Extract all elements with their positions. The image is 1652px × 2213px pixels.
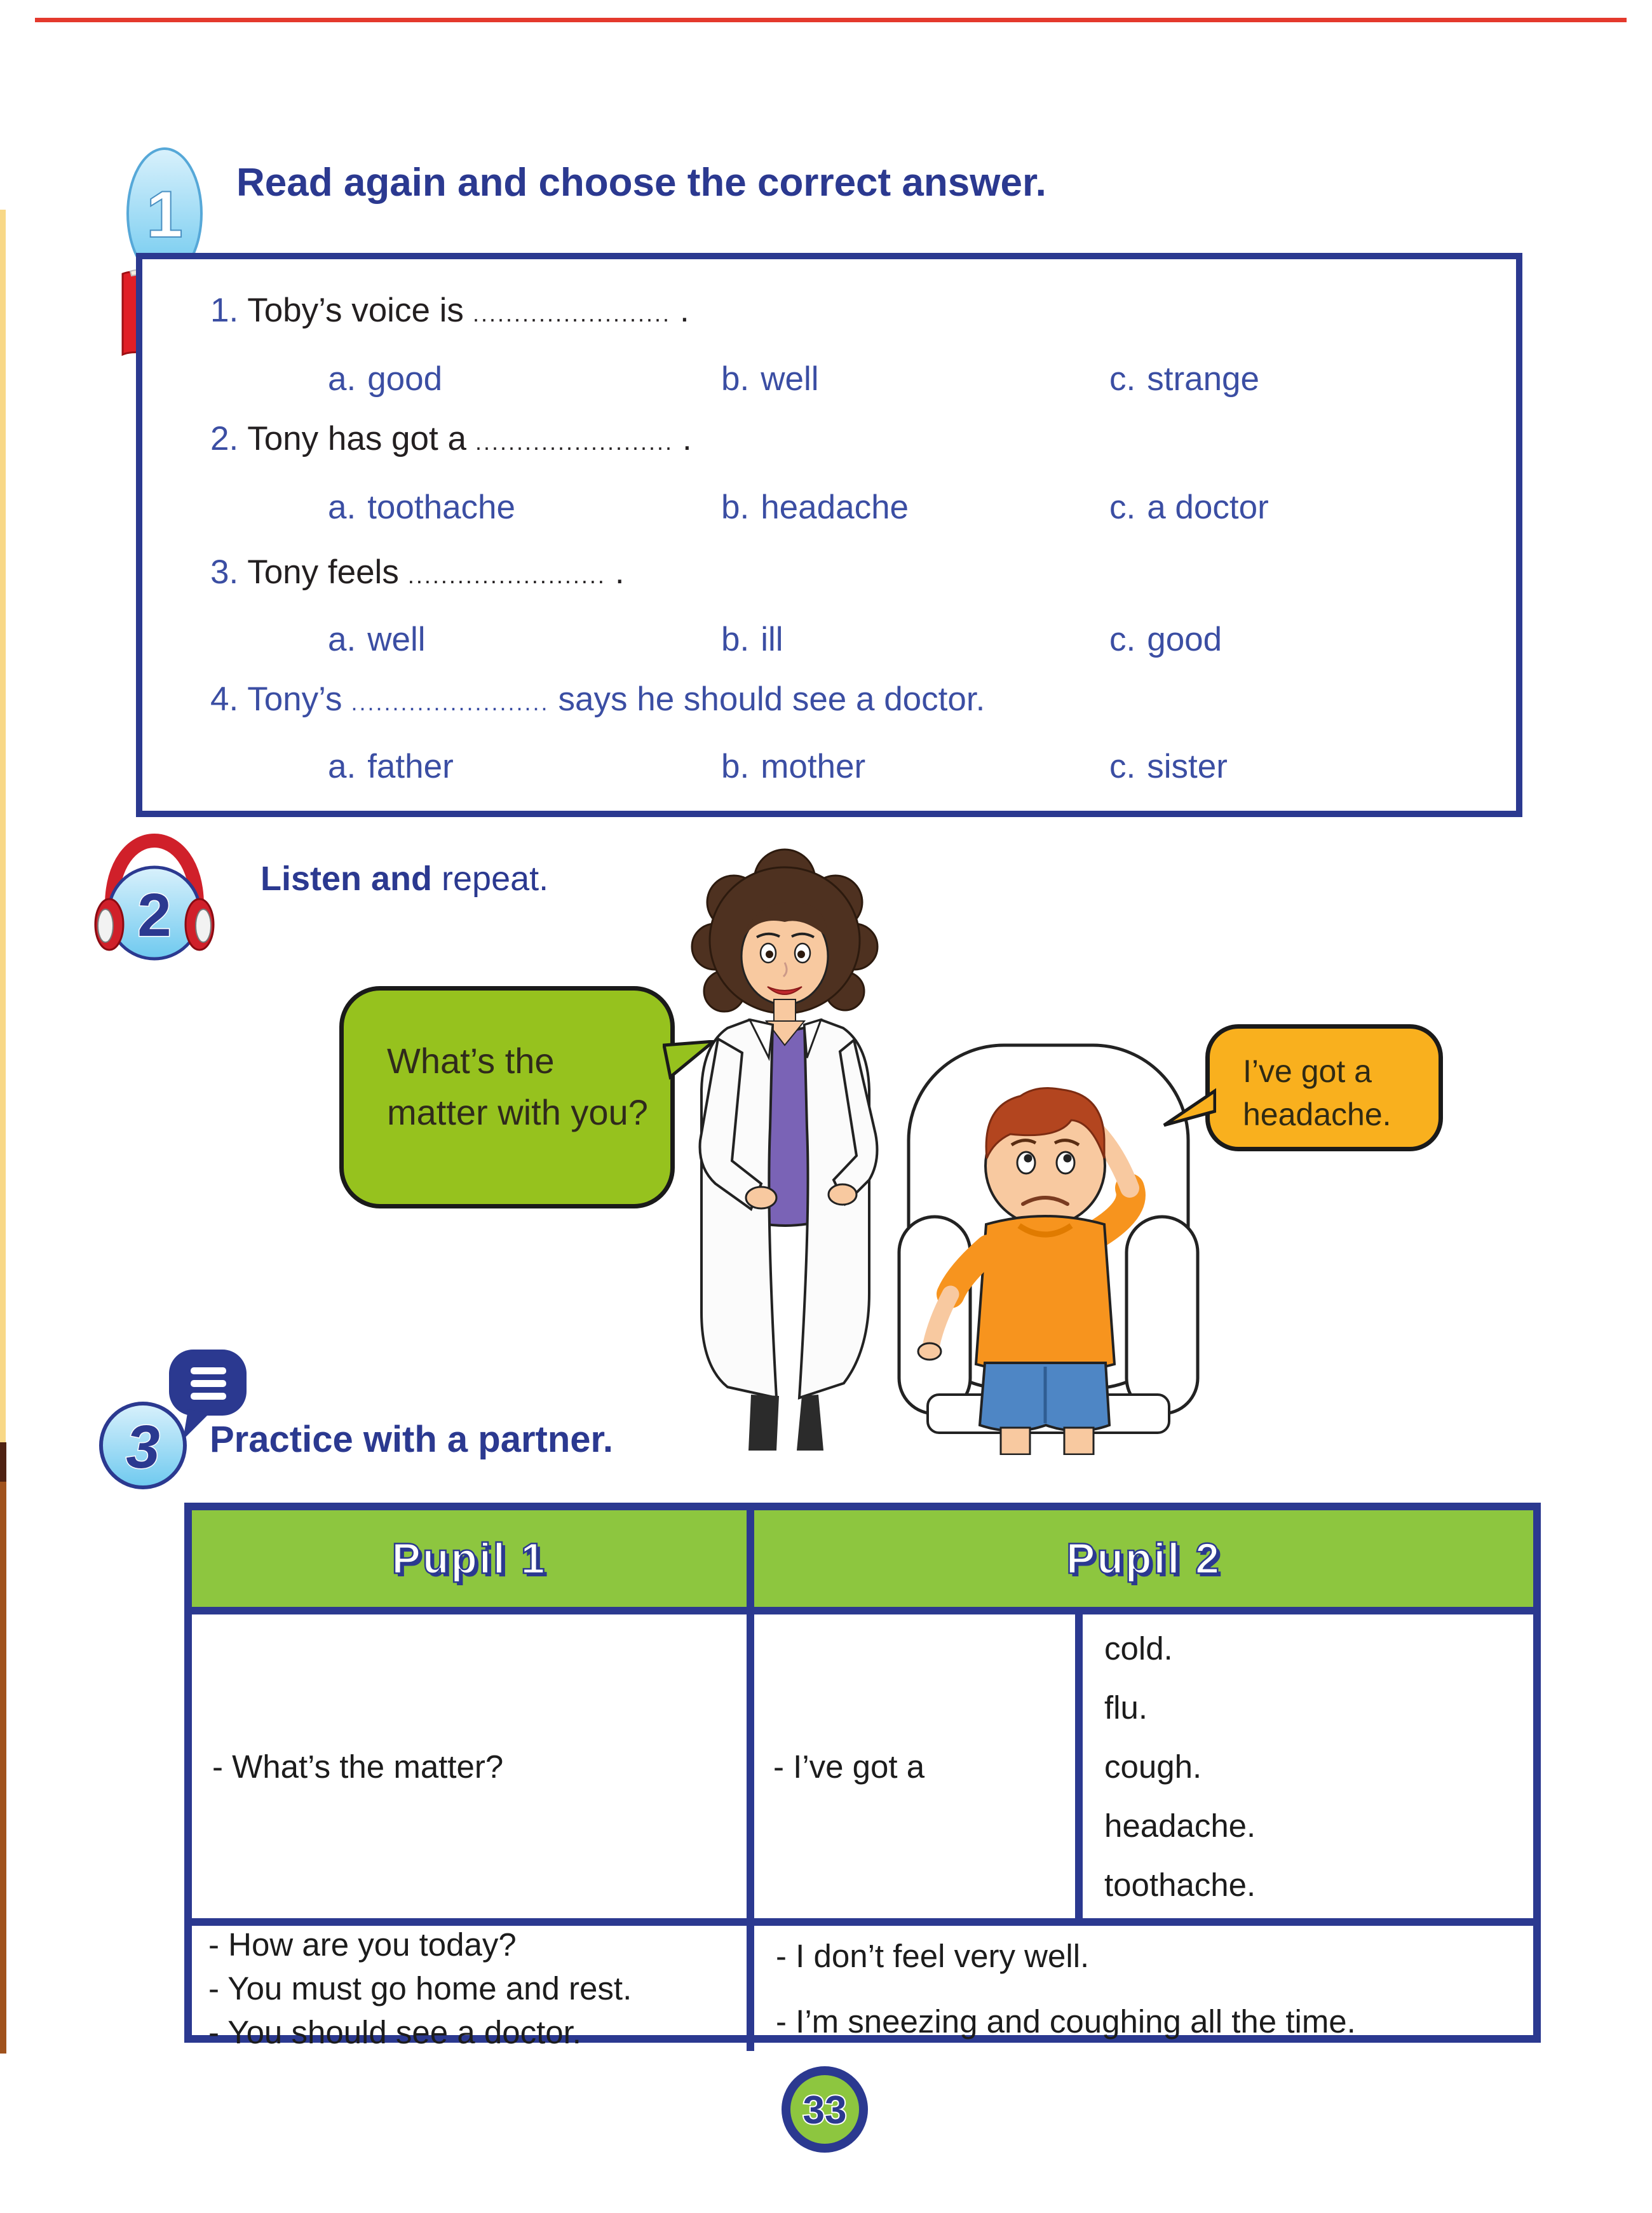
option-b: b. mother [721,748,866,785]
section2-title-bold: Listen and [261,860,433,898]
option-c: c. good [1109,621,1222,658]
question-number: 1. [210,292,239,329]
pupil1-header: Pupil 1 [391,1534,547,1583]
section3-number: 3 [126,1413,160,1481]
question-text: Toby’s voice is [247,292,464,329]
pupil2-header-cell [754,1510,1533,1607]
doctor-speech-line2: matter with you? [387,1092,648,1133]
phrase-line: - You must go home and rest. [208,1970,632,2007]
option-b: b. headache [721,489,909,526]
option-c: c. a doctor [1109,489,1269,526]
answer-blank: ........................ [475,429,674,455]
answer-blank: ........................ [407,562,606,588]
question-2 [210,419,701,458]
phrase-line: - How are you today? [208,1926,517,1963]
table-row-1 [192,1614,1533,1926]
options-row-1 [210,360,1481,404]
list-item: cough. [1104,1748,1202,1785]
option-a: a. toothache [328,489,516,526]
question-4 [210,680,994,719]
practice-table [184,1503,1541,2050]
question-period: . [614,553,625,591]
headphones-icon [94,829,215,972]
doctor-figure [692,849,877,1451]
list-item: headache. [1104,1807,1256,1844]
answer-blank: ........................ [472,301,671,327]
pupil1-header-cell [192,1510,754,1607]
doctor-speech-bubble [339,986,675,1208]
section2-number: 2 [137,881,172,949]
list-item: toothache. [1104,1866,1256,1903]
page-spine-strip [0,1482,6,2054]
options-row-2 [210,488,1481,532]
page-spine-strip [0,1442,6,1482]
pupil2-phrases-cell [754,1926,1533,2051]
ailment-list-cell [1083,1614,1533,1918]
options-row-4 [210,747,1481,792]
doctor-and-boy-illustration [654,836,1214,1455]
speech-tail [1161,1087,1216,1129]
pupil1-question: - What’s the matter? [212,1748,504,1785]
section1-number: 1 [146,178,183,252]
speech-tail [663,1040,716,1081]
section2-title-rest: repeat. [432,860,549,898]
table-header-row [192,1510,1533,1614]
question-1 [210,291,698,330]
section2-title [261,859,548,898]
question-number: 4. [210,680,239,718]
page-top-rule [35,18,1627,22]
answer-blank: ........................ [351,689,550,715]
page-number: 33 [802,2088,847,2132]
table-row-2 [192,1926,1533,2051]
question-text-after: says he should see a doctor. [558,680,985,718]
phrase-line: - You should see a doctor. [208,2014,581,2050]
question-text: Tony’s [247,680,342,718]
pupil1-question-cell [192,1614,754,1918]
question-text: Tony has got a [247,420,466,457]
page-number-badge [780,2065,869,2157]
section1-title: Read again and choose the correct answer. [236,161,1046,205]
pupil2-answer-stem-cell [754,1614,1083,1918]
question-3 [210,553,633,592]
phrase-line: - I’m sneezing and coughing all the time. [776,2003,1356,2040]
question-period: . [682,420,692,457]
boy-speech-line2: headache. [1243,1096,1391,1132]
section3-number-circle [97,1399,189,1492]
page-spine-strip [0,210,6,1442]
question-text: Tony feels [247,553,399,591]
question-number: 3. [210,553,239,591]
list-item: flu. [1104,1689,1148,1726]
option-a: a. father [328,748,454,785]
option-a: a. good [328,360,443,398]
option-c: c. strange [1109,360,1260,398]
boy-speech-bubble [1205,1024,1443,1151]
options-row-3 [210,620,1481,665]
question-number: 2. [210,420,239,457]
option-b: b. ill [721,621,783,658]
pupil2-answer-stem: - I’ve got a [773,1748,925,1785]
question-period: . [679,292,689,329]
list-item: cold. [1104,1630,1173,1667]
exercise1-question-box [136,253,1522,817]
doctor-speech-line1: What’s the [387,1041,555,1081]
option-a: a. well [328,621,426,658]
pupil2-header: Pupil 2 [1066,1534,1221,1583]
option-c: c. sister [1109,748,1228,785]
pupil1-phrases-cell [192,1926,754,2051]
phrase-line: - I don’t feel very well. [776,1937,1090,1974]
boy-speech-line1: I’ve got a [1243,1053,1372,1089]
section3-title: Practice with a partner. [210,1419,614,1460]
option-b: b. well [721,360,819,398]
